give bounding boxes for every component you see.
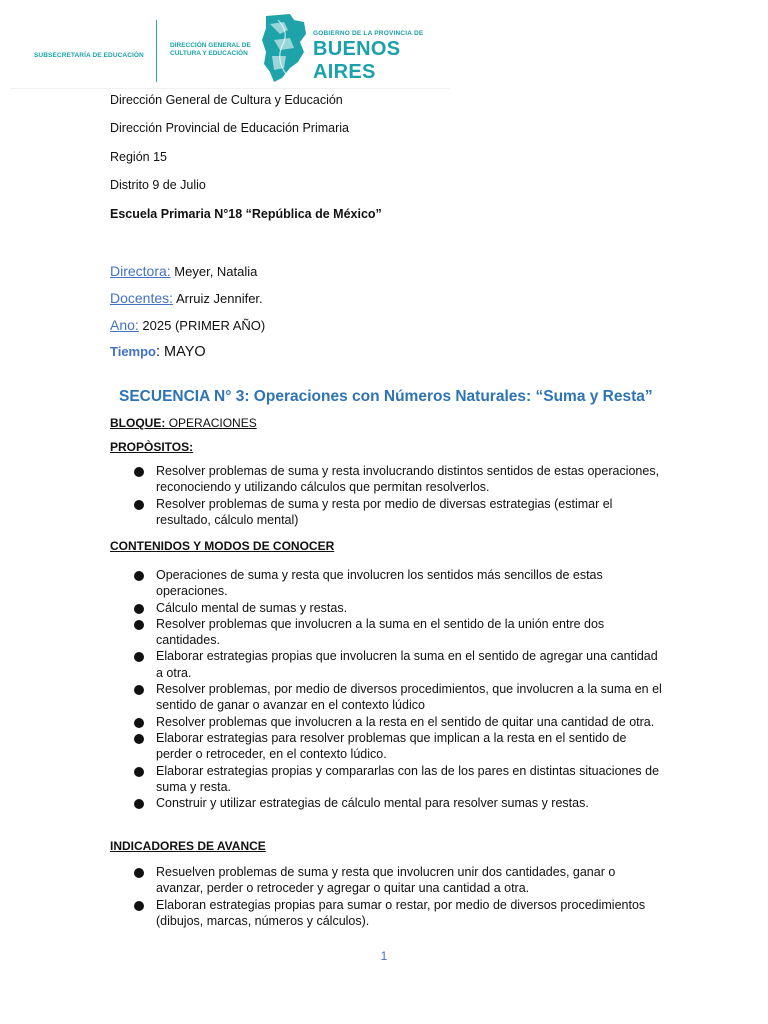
director-label: Directora: [110,263,171,279]
bullet-icon [134,901,144,911]
list-item [134,864,664,897]
list-item [134,567,664,600]
list-item [134,714,664,730]
list-item-text: Elaborar estrategias propias que involucren la suma en el sentido de agregar una cantidad a otra. [156,649,658,680]
bullet-icon [134,868,144,878]
director-row [110,263,257,279]
time-label: Tiempo [110,344,156,359]
list-item [134,463,664,496]
letterhead-subsecretaria: SUBSECRETARÍA DE EDUCACIÓN [34,52,144,59]
bloque-row [110,416,257,430]
institution-line-1: Dirección General de Cultura y Educación [110,93,343,107]
bloque-value: OPERACIONES [168,416,257,430]
bullet-icon [134,620,144,630]
list-item-text: Resuelven problemas de suma y resta que involucren unir dos cantidades, ganar o avanzar, perder o retroceder y agregar o quitar una cantidad a otra. [156,865,616,896]
propositos-list [134,463,664,528]
year-row [110,317,265,333]
list-item-text: Resolver problemas que involucren a la suma en el sentido de la unión entre dos cantidades. [156,616,605,648]
list-item-text: Operaciones de suma y resta que involucren los sentidos más sencillos de estas operaciones. [156,568,603,599]
bullet-icon [134,734,144,744]
list-item-text: Elaboran estrategias propias para sumar o restar, por medio de diversos procedimientos (dibujos, marcas, números y cálculos). [156,897,646,928]
teachers-value: Arruiz Jennifer. [173,291,263,306]
indicadores-list [134,864,664,929]
list-item [134,681,664,714]
bullet-icon [134,467,144,477]
letterhead-direccion [170,42,260,58]
school-name: Escuela Primaria N°18 “República de México” [110,207,382,221]
list-item [134,648,664,681]
list-item-text: Elaborar estrategias para resolver problemas que implican a la resta en el sentido de perder o retroceder, en el contexto lúdico. [156,730,627,762]
letterhead-gobierno: GOBIERNO DE LA PROVINCIA DE [313,30,424,37]
bullet-icon [134,799,144,809]
contenidos-heading: CONTENIDOS Y MODOS DE CONOCER [110,539,335,553]
letterhead-direccion-line2: CULTURA Y EDUCACIÓN [170,50,248,57]
list-item-text: Elaborar estrategias propias y compararlas con las de los pares en distintas situaciones de suma y resta. [156,763,660,794]
institution-line-2: Dirección Provincial de Educación Primaria [110,121,349,135]
institution-line-3: Región 15 [110,150,167,164]
page-number: 1 [380,949,388,963]
letterhead-direccion-line1: DIRECCIÓN GENERAL DE [170,42,251,49]
teachers-label: Docentes: [110,290,174,306]
teachers-row [110,290,263,306]
list-item [134,730,664,763]
year-label: Ano: [110,317,139,333]
bloque-colon: : [161,416,169,430]
bullet-icon [134,604,144,614]
institution-line-4: Distrito 9 de Julio [110,178,206,192]
list-item-text: Cálculo mental de sumas y restas. [156,600,348,615]
bullet-icon [134,652,144,662]
bullet-icon [134,500,144,510]
propositos-heading-text: PROPÒSITOS [110,440,190,454]
letterhead-divider [156,20,157,82]
list-item [134,795,664,811]
list-item-text: Resolver problemas que involucren a la resta en el sentido de quitar una cantidad de otra. [156,714,655,729]
time-row [110,344,206,360]
bullet-icon [134,571,144,581]
list-item [134,897,664,930]
list-item-text: Resolver problemas de suma y resta por medio de diversas estrategias (estimar el resultado, cálculo mental) [156,496,613,527]
indicadores-heading: INDICADORES DE AVANCE [110,839,266,853]
bloque-label: BLOQUE [110,416,162,430]
sequence-title: SECUENCIA N° 3: Operaciones con Números Naturales: “Suma y Resta” [119,388,653,405]
contenidos-list [134,567,664,811]
bullet-icon [134,767,144,777]
letterhead [10,8,450,89]
bullet-icon [134,685,144,695]
list-item-text: Resolver problemas, por medio de diversos procedimientos, que involucren a la suma en el sentido de ganar o avanzar en el contexto lúdico [156,682,662,713]
list-item [134,496,664,529]
propositos-heading [110,440,193,454]
province-map-logo-icon [260,12,310,84]
list-item [134,616,664,649]
director-value: Meyer, Natalia [170,264,258,279]
list-item-text: Resolver problemas de suma y resta involucrando distintos sentidos de estas operaciones, reconociendo y utilizando cálculos que permitan resolverlos. [156,464,660,495]
list-item [134,763,664,796]
list-item [134,600,664,616]
propositos-heading-colon: : [189,440,194,454]
list-item-text: Construir y utilizar estrategias de cálculo mental para resolver sumas y restas. [156,796,589,811]
time-value: : MAYO [156,344,206,360]
year-value: 2025 (PRIMER AÑO) [138,318,266,333]
bullet-icon [134,718,144,728]
letterhead-buenos-aires: BUENOS AIRES [313,38,401,83]
